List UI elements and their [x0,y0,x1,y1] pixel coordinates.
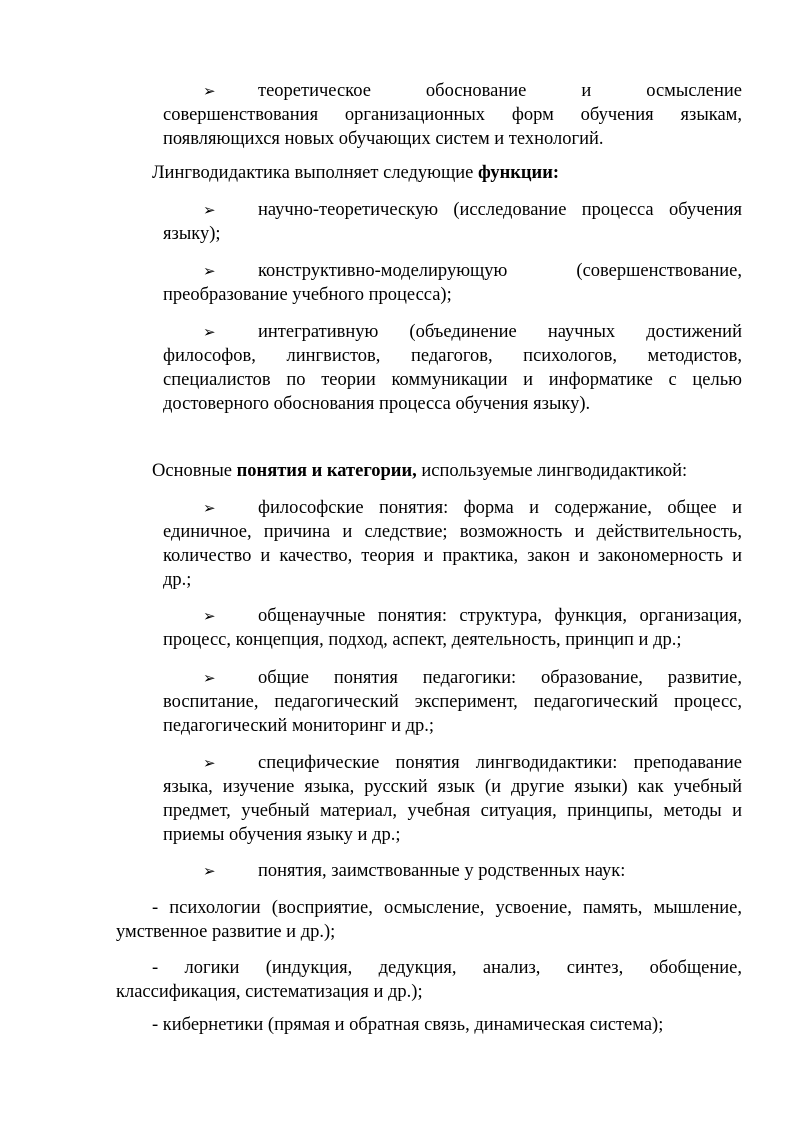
text-line: научно-теоретическую (исследование процесса обучения [258,200,742,220]
text-line: языка, изучение языка, русский язык (и другие языки) как учебный [163,777,742,797]
arrow-bullet-icon: ➢ [203,669,216,687]
concepts-intro [152,459,687,483]
text-line: философские понятия: форма и содержание, общее и [258,498,742,518]
text-line: - логики (индукция, дедукция, анализ, синтез, обобщение, [152,958,742,978]
text-line: приемы обучения языку и др.; [163,825,401,845]
arrow-bullet-icon: ➢ [203,607,216,625]
text-line: специалистов по теории коммуникации и информатике с целью [163,370,742,390]
text-line: совершенствования организационных форм обучения языкам, [163,105,742,125]
arrow-bullet-icon: ➢ [203,862,216,880]
text-line: достоверного обоснования процесса обучения языку). [163,394,591,414]
text-line: умственное развитие и др.); [116,922,336,942]
text-line: специфические понятия лингводидактики: преподавание [258,753,742,773]
functions-bold-term: функции: [477,163,560,183]
text-line: философов, лингвистов, педагогов, психологов, методистов, [163,346,742,366]
arrow-bullet-icon: ➢ [203,262,216,280]
text-line: преобразование учебного процесса); [163,285,452,305]
text-line: понятия, заимствованные у родственных наук: [258,861,626,881]
text-line: воспитание, педагогический эксперимент, педагогический процесс, [163,692,742,712]
text-line: предмет, учебный материал, учебная ситуация, принципы, методы и [163,801,742,821]
arrow-bullet-icon: ➢ [203,323,216,341]
arrow-bullet-icon: ➢ [203,201,216,219]
text-line: интегративную (объединение научных достижений [258,322,742,342]
concepts-intro-tail: используемые лингводидактикой: [416,461,688,481]
concepts-bold-term: понятия и категории, [236,461,417,481]
arrow-bullet-icon: ➢ [203,82,216,100]
text-line: - психологии (восприятие, осмысление, усвоение, память, мышление, [152,898,742,918]
text-line: - кибернетики (прямая и обратная связь, динамическая система); [152,1015,664,1035]
concepts-intro-text: Основные [152,461,237,481]
arrow-bullet-icon: ➢ [203,754,216,772]
text-line: единичное, причина и следствие; возможность и действительность, [163,522,742,542]
text-line: появляющихся новых обучающих систем и технологий. [163,129,604,149]
text-line: общенаучные понятия: структура, функция, организация, [258,606,742,626]
text-line: педагогический мониторинг и др.; [163,716,435,736]
functions-intro-text: Лингводидактика выполняет следующие [152,163,478,183]
text-line: конструктивно-моделирующую (совершенствование, [258,261,742,281]
arrow-bullet-icon: ➢ [203,499,216,517]
text-line: др.; [163,570,192,590]
functions-intro [152,161,559,185]
text-line: классификация, систематизация и др.); [116,982,423,1002]
text-line: общие понятия педагогики: образование, развитие, [258,668,742,688]
text-line: теоретическое обоснование и осмысление [258,81,742,101]
text-line: процесс, концепция, подход, аспект, деятельность, принцип и др.; [163,630,682,650]
text-line: языку); [163,224,221,244]
text-line: количество и качество, теория и практика, закон и закономерность и [163,546,742,566]
